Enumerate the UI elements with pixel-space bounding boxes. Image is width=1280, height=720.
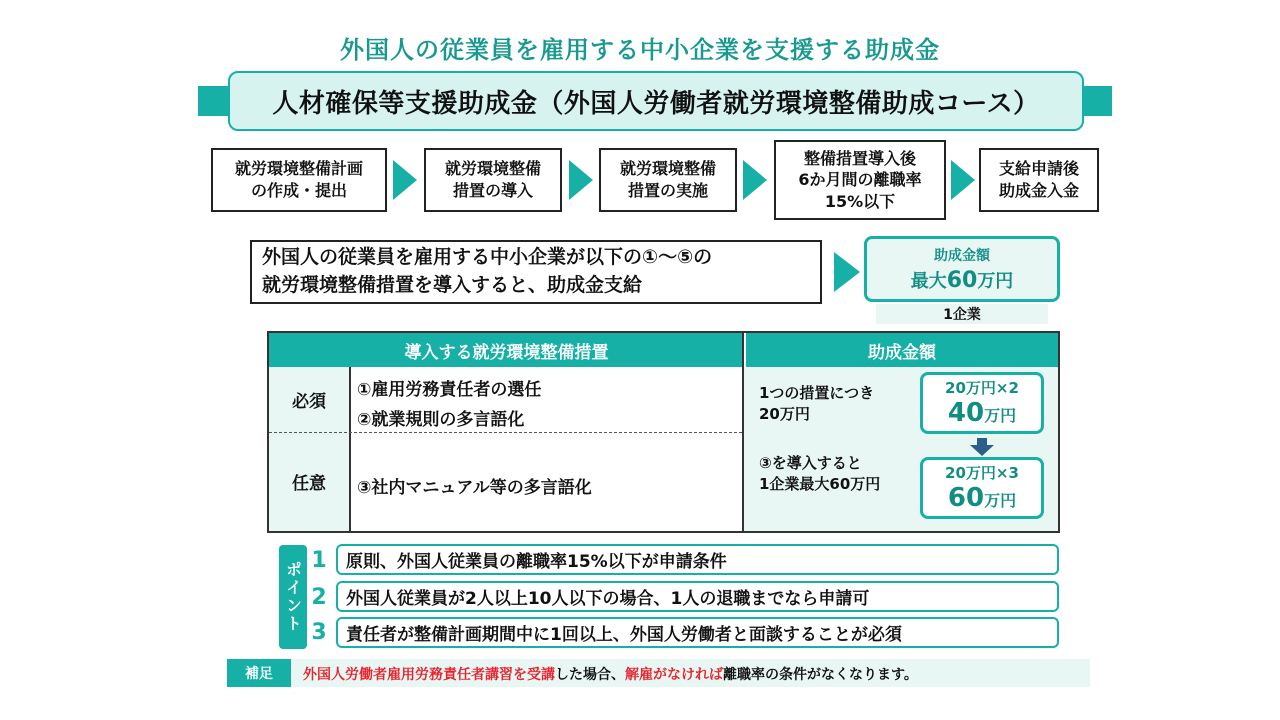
point-item-2: 外国人従業員が2人以上10人以下の場合、1人の退職までなら申請可 [336,581,1059,612]
table-divider [349,367,351,531]
table-header-amount: 助成金額 [744,333,1058,367]
table-header-measures: 導入する就労環境整備措置 [269,333,744,367]
per-company-label: 1企業 [876,304,1048,324]
table-column-divider [742,333,744,531]
calc-formula-2: 20万円×3 [945,464,1019,482]
flow-step-2: 就労環境整備 措置の導入 [424,148,562,212]
flow-step-1: 就労環境整備計画 の作成・提出 [211,148,387,212]
row-label-required: 必須 [269,367,349,432]
supplement-text: 外国人労働者雇用労務責任者講習を受講した場合、解雇がなければ離職率の条件がなくなります。 [303,667,918,683]
row-label-optional: 任意 [269,432,349,531]
calc-result-2: 60万円 [947,483,1017,513]
flow-arrow-icon [951,160,975,200]
measure-item-1: ①雇用労務責任者の選任 [357,380,542,400]
point-number-3: 3 [311,620,327,645]
point-number-1: 1 [311,548,327,573]
condition-arrow-icon [834,252,860,292]
calc-box-60 [920,457,1044,519]
main-title: 人材確保等支援助成金（外国人労働者就労環境整備助成コース） [272,88,1040,119]
amount-value: 最大60万円 [910,268,1014,293]
page-subtitle: 外国人の従業員を雇用する中小企業を支援する助成金 [340,36,940,64]
flow-step-5: 支給申請後 助成金入金 [979,148,1099,212]
calc-result-1: 40万円 [947,398,1017,428]
flow-step-4: 整備措置導入後 6か月間の離職率 15%以下 [774,140,946,220]
flow-step-3: 就労環境整備 措置の実施 [599,148,737,212]
amount-per-measure-text: 1つの措置につき 20万円 [759,384,875,423]
calc-formula-1: 20万円×2 [945,379,1019,397]
point-item-1: 原則、外国人従業員の離職率15%以下が申請条件 [336,544,1059,575]
flow-arrow-icon [743,160,767,200]
max-amount-box [864,236,1060,302]
condition-text: 外国人の従業員を雇用する中小企業が以下の①～⑤の 就労環境整備措置を導入すると、助成金支給 [250,240,822,304]
amount-cell [744,367,1058,531]
supplement-tag: 補足 [227,659,291,687]
point-number-2: 2 [311,585,327,610]
measures-table [267,331,1060,533]
flow-arrow-icon [393,160,417,200]
calc-box-40 [920,372,1044,434]
flow-arrow-icon [569,160,593,200]
measure-item-2: ②就業規則の多言語化 [357,410,525,430]
main-title-box [228,71,1084,131]
down-arrow-icon [970,438,994,456]
point-item-3: 責任者が整備計画期間中に1回以上、外国人労働者と面談することが必須 [336,617,1059,648]
points-tab: ポイント [279,545,307,649]
measure-item-3: ③社内マニュアル等の多言語化 [357,478,592,498]
table-dashed-divider [269,432,742,433]
amount-max-text: ③を導入すると 1企業最大60万円 [759,454,881,493]
amount-label: 助成金額 [934,248,990,264]
